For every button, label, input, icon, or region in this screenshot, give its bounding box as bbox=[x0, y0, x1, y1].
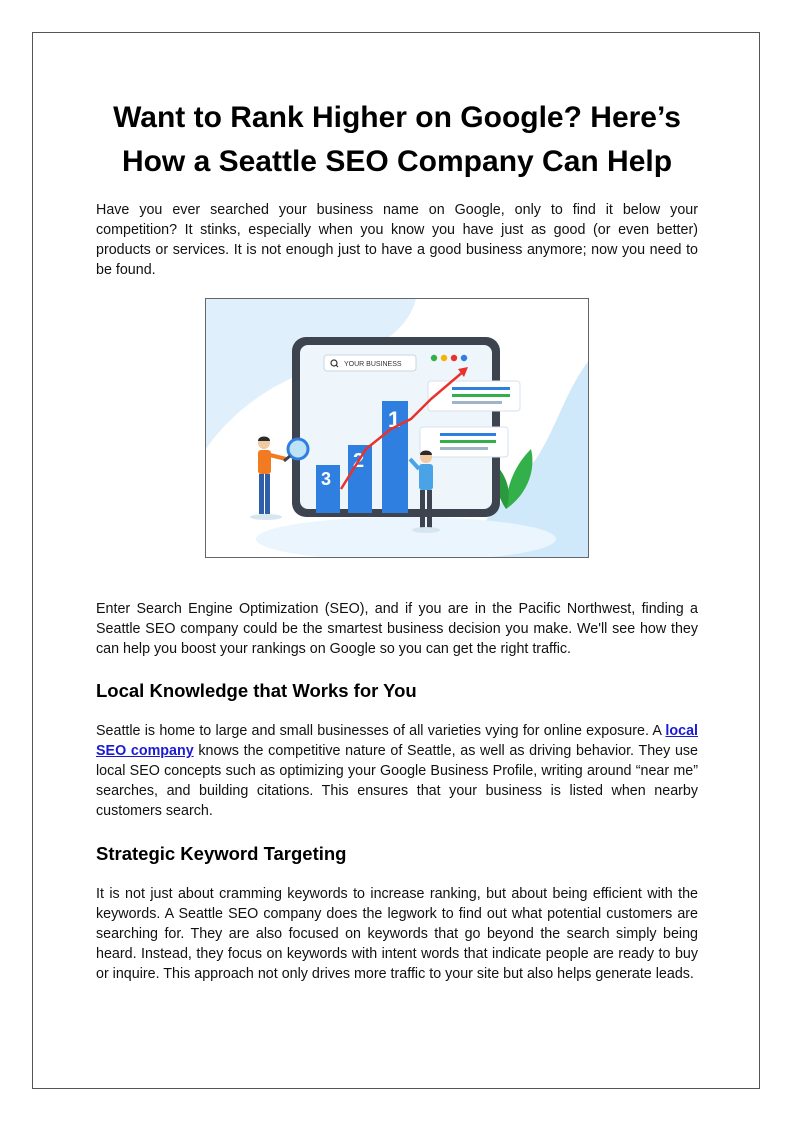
person-torso bbox=[419, 464, 433, 490]
title-line-1: Want to Rank Higher on Google? Here’s bbox=[113, 101, 681, 134]
page-title bbox=[96, 96, 698, 184]
bar-label-2: 2 bbox=[353, 450, 365, 472]
bar-label-1: 1 bbox=[388, 407, 401, 432]
keyword-paragraph: It is not just about cramming keywords to increase ranking, but about being efficient with the keywords. A Seattle SEO company does the legwork to find out what potential customers are searching for. They are also focused on keywords that go beyond the search simply being heard. Instead, they focus on keywords with intent words that indicate people are ready to buy or inquire. This approach not only drives more traffic to your site but also helps generate leads. bbox=[96, 886, 698, 982]
bar-label-3: 3 bbox=[321, 469, 332, 489]
local-text-start: Seattle is home to large and small businesses of all varieties vying for online exposure. A bbox=[96, 723, 666, 739]
seo-paragraph: Enter Search Engine Optimization (SEO), and if you are in the Pacific Northwest, finding a Seattle SEO company could be the smartest business decision you make. We'll see how they can help you boost your rankings on Google so you can get the right traffic. bbox=[96, 601, 698, 657]
magnifier-icon bbox=[288, 439, 308, 459]
intro-paragraph: Have you ever searched your business name on Google, only to find it below your competition? It stinks, especially when you know you have just as good (or even better) products or services. It is not enough just to have a good business anymore; now you need to be found. bbox=[96, 202, 698, 278]
seo-illustration bbox=[205, 298, 589, 558]
section-heading-keyword: Strategic Keyword Targeting bbox=[96, 843, 347, 864]
local-text-end: knows the competitive nature of Seattle, as well as driving behavior. They use local SEO concepts such as optimizing your Google Business Profile, writing around “near me” searches, and building citations. This ensures that your business is listed when nearby customers search. bbox=[96, 743, 698, 819]
local-seo-company-link[interactable]: local SEO company bbox=[96, 723, 698, 759]
title-line-2: How a Seattle SEO Company Can Help bbox=[121, 145, 673, 178]
local-paragraph bbox=[96, 721, 698, 821]
section-heading-local: Local Knowledge that Works for You bbox=[96, 680, 417, 701]
search-bar-text: YOUR BUSINESS bbox=[344, 361, 402, 368]
person-torso bbox=[258, 450, 271, 474]
